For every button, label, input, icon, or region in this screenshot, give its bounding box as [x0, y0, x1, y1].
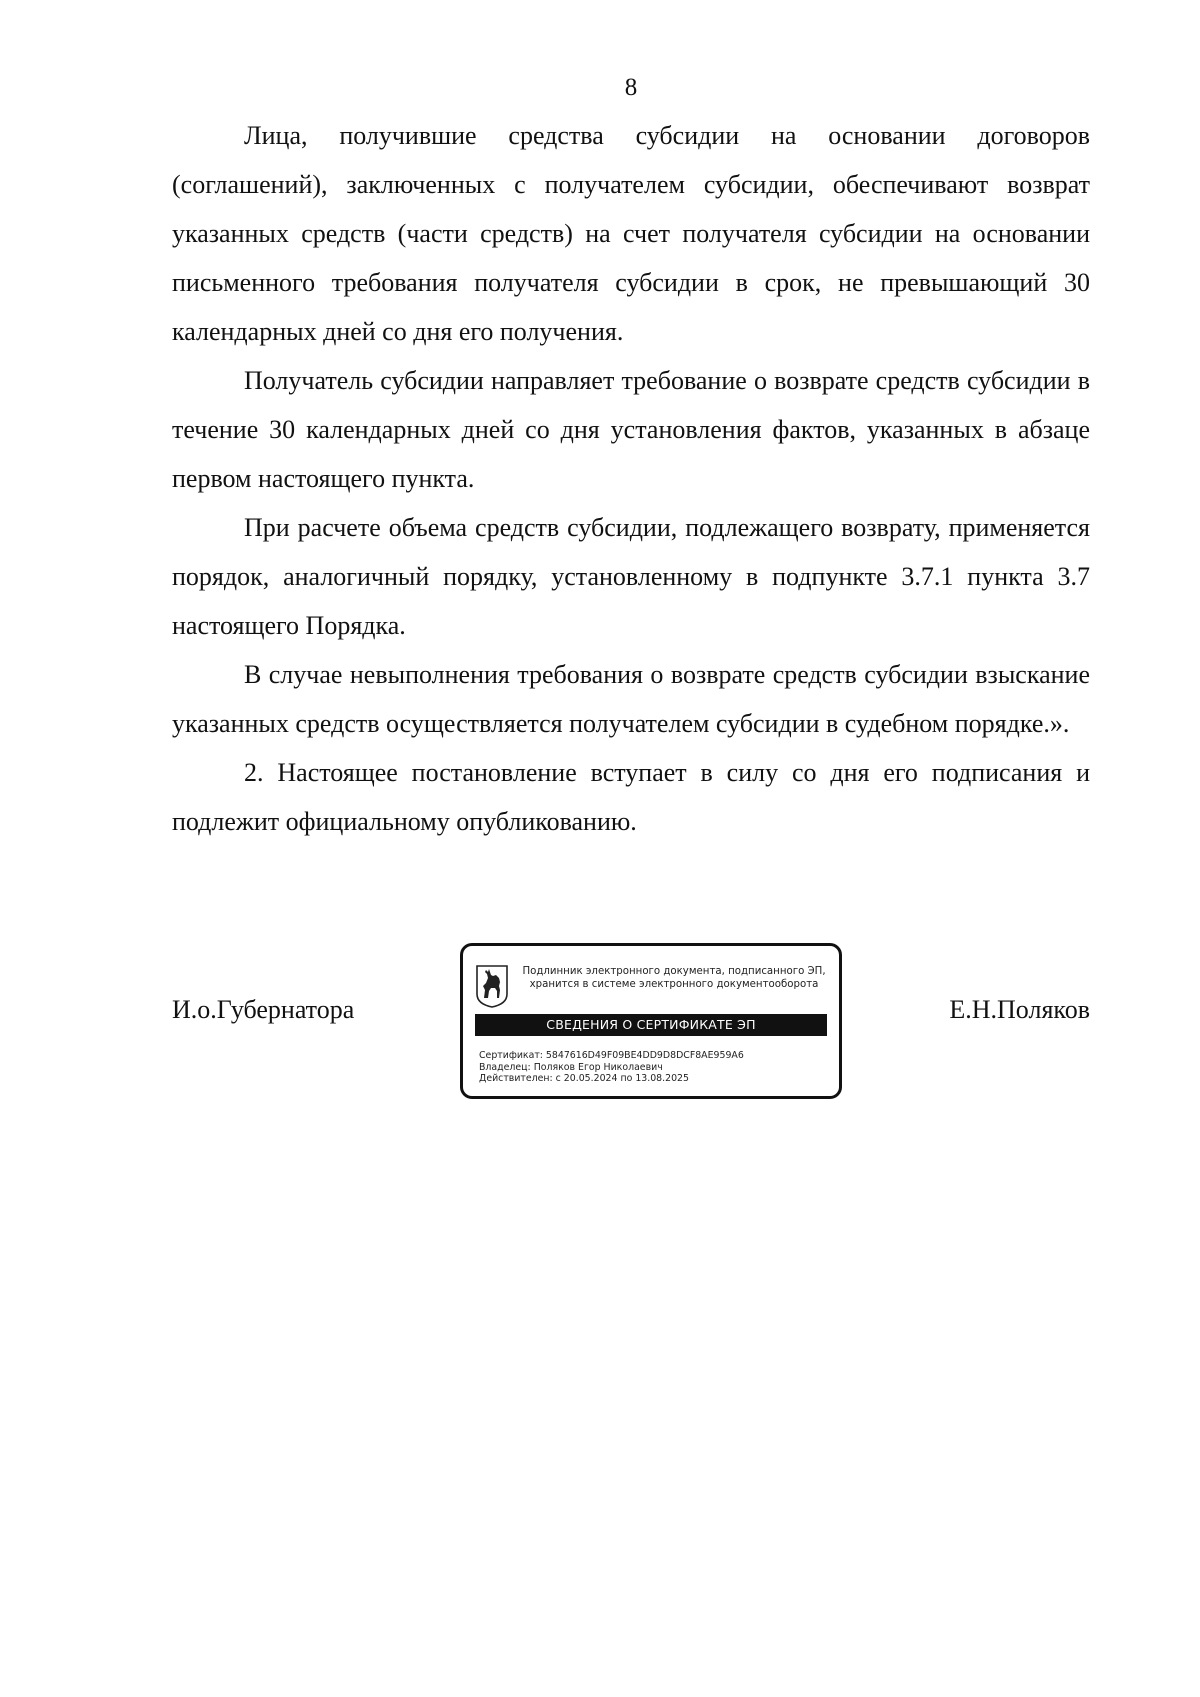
stamp-owner: Владелец: Поляков Егор Николаевич	[479, 1061, 663, 1073]
signatory-title: И.о.Губернатора	[172, 995, 355, 1024]
deer-coat-of-arms-icon	[475, 964, 509, 1008]
page-number: 8	[624, 74, 638, 101]
stamp-certificate: Сертификат: 5847616D49F09BE4DD9D8DCF8AE959A6	[479, 1050, 744, 1061]
electronic-signature-stamp	[460, 943, 842, 1099]
paragraph-2: Получатель субсидии направляет требование о возврате средств субсидии в течение 30 календарных дней со дня установления фактов, указанных в абзаце первом настоящего пункта.	[172, 366, 1090, 493]
paragraph-3: При расчете объема средств субсидии, подлежащего возврату, применяется порядок, аналогичный порядку, установленному в подпункте 3.7.1 пункта 3.7 настоящего Порядка.	[172, 513, 1090, 640]
stamp-validity: Действителен: с 20.05.2024 по 13.08.2025	[479, 1073, 689, 1084]
document-body	[172, 111, 1090, 846]
stamp-header-line-2: хранится в системе электронного документооборота	[529, 979, 819, 990]
paragraph-1: Лица, получившие средства субсидии на основании договоров (соглашений), заключенных с получателем субсидии, обеспечивают возврат указанных средств (части средств) на счет получателя субсидии на основании письменного требования получателя субсидии в срок, не превышающий 30 календарных дней со дня его получения.	[172, 121, 1090, 346]
paragraph-4: В случае невыполнения требования о возврате средств субсидии взыскание указанных средств осуществляется получателем субсидии в судебном порядке.».	[172, 660, 1090, 738]
signatory-name: Е.Н.Поляков	[949, 995, 1090, 1024]
stamp-header	[511, 965, 837, 991]
stamp-header-line-1: Подлинник электронного документа, подписанного ЭП,	[522, 966, 826, 977]
stamp-certificate-bar: СВЕДЕНИЯ О СЕРТИФИКАТЕ ЭП	[475, 1014, 827, 1036]
paragraph-5: 2. Настоящее постановление вступает в силу со дня его подписания и подлежит официальному опубликованию.	[172, 758, 1090, 836]
stamp-details	[479, 1050, 744, 1085]
